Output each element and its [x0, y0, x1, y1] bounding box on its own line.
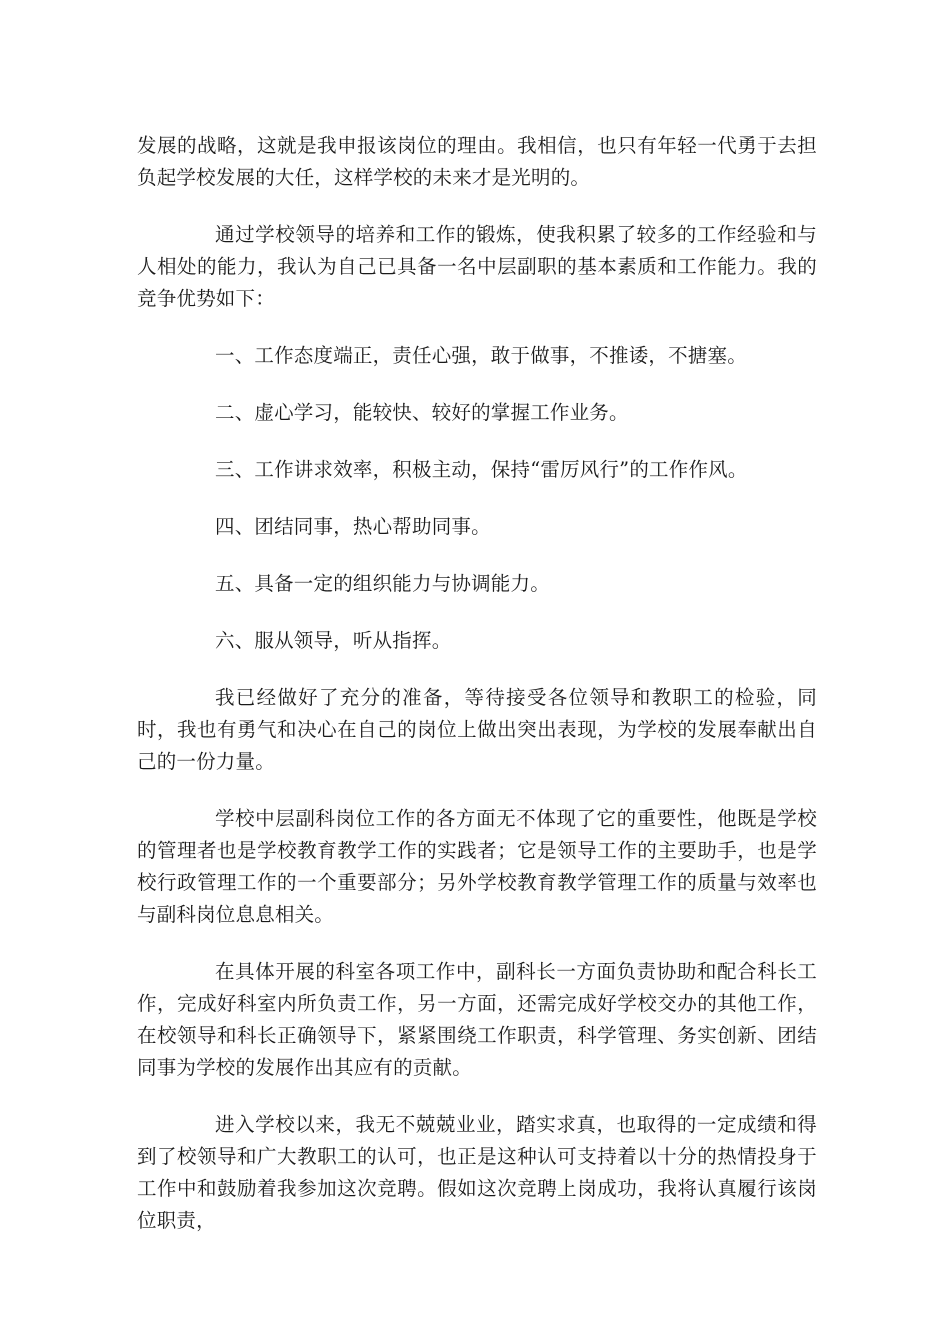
- paragraph-5: 在具体开展的科室各项工作中，副科长一方面负责协助和配合科长工作，完成好科室内所负责工作，另一方面，还需完成好学校交办的其他工作，在校领导和科长正确领导下，紧紧围绕工作职责，科学管理、务实创新、团结同事为学校的发展作出其应有的贡献。: [137, 960, 817, 1079]
- list-item-2: 二、虚心学习，能较快、较好的掌握工作业务。: [215, 401, 629, 424]
- paragraph-4: 学校中层副科岗位工作的各方面无不体现了它的重要性，他既是学校的管理者也是学校教育教学工作的实践者；它是领导工作的主要助手，也是学校行政管理工作的一个重要部分；另外学校教育教学管理工作的质量与效率也与副科岗位息息相关。: [137, 807, 817, 926]
- list-item-3: 三、工作讲求效率，积极主动，保持“雷厉风行”的工作作风。: [215, 458, 748, 481]
- list-item-4: 四、团结同事，热心帮助同事。: [215, 515, 491, 538]
- list-item-5: 五、具备一定的组织能力与协调能力。: [215, 572, 550, 595]
- list-item-1: 一、工作态度端正，责任心强，敢于做事，不推诿，不搪塞。: [215, 344, 747, 367]
- paragraph-1: 发展的战略，这就是我申报该岗位的理由。我相信，也只有年轻一代勇于去担负起学校发展的大任，这样学校的未来才是光明的。: [137, 134, 817, 189]
- document-body: [137, 130, 817, 1262]
- paragraph-3: 我已经做好了充分的准备，等待接受各位领导和教职工的检验，同时，我也有勇气和决心在自己的岗位上做出突出表现，为学校的发展奉献出自己的一份力量。: [137, 686, 817, 773]
- paragraph-2: 通过学校领导的培养和工作的锻炼，使我积累了较多的工作经验和与人相处的能力，我认为自己已具备一名中层副职的基本素质和工作能力。我的竞争优势如下：: [137, 223, 817, 310]
- list-item-6: 六、服从领导，听从指挥。: [215, 629, 452, 652]
- paragraph-6: 进入学校以来，我无不兢兢业业，踏实求真，也取得的一定成绩和得到了校领导和广大教职工的认可，也正是这种认可支持着以十分的热情投身于工作中和鼓励着我参加这次竞聘。假如这次竞聘上岗成功，我将认真履行该岗位职责，: [137, 1113, 817, 1232]
